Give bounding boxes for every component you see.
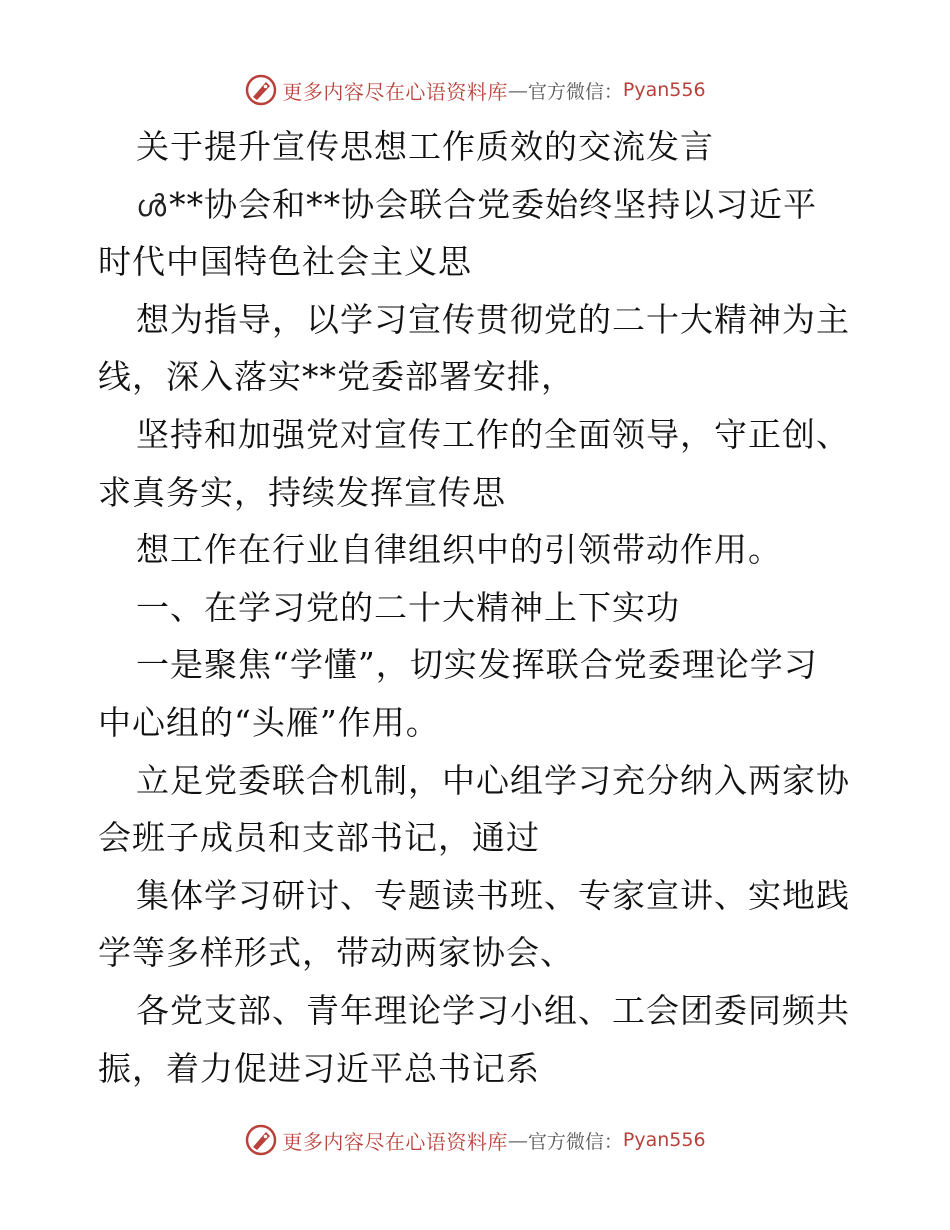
pen-nib-logo-icon: [244, 1123, 278, 1157]
paragraph-line: 各党支部、青年理论学习小组、工会团委同频共: [136, 990, 850, 1030]
banner-text: 更多内容尽在心语资料库: [282, 1129, 508, 1154]
paragraph-line: 想工作在行业自律组织中的引领带动作用。: [136, 530, 782, 570]
banner-text: 更多内容尽在心语资料库: [282, 79, 508, 104]
banner-wechat-id: Pyan556: [622, 1129, 706, 1151]
paragraph-line: 学等多样形式，带动两家协会、: [98, 933, 574, 973]
paragraph-line: 集体学习研讨、专题读书班、专家宣讲、实地践: [136, 875, 850, 915]
banner-wechat-id: Pyan556: [622, 79, 706, 101]
paragraph-line: 振，着力促进习近平总书记系: [98, 1048, 540, 1088]
banner-wechat-label: 官方微信：: [527, 1130, 623, 1153]
section-heading: 一、在学习党的二十大精神上下实功: [136, 587, 680, 627]
pen-nib-logo-icon: [244, 73, 278, 107]
paragraph-line: 会班子成员和支部书记，通过: [98, 818, 540, 858]
banner-dash: —: [507, 1128, 528, 1152]
document-title: 关于提升宣传思想工作质效的交流发言: [136, 127, 714, 166]
paragraph-line: 想为指导，以学习宣传贯彻党的二十大精神为主: [136, 299, 850, 339]
footer-watermark-banner: [0, 1120, 950, 1160]
document-body: [98, 118, 858, 1097]
banner-wechat-label: 官方微信：: [527, 80, 623, 103]
paragraph-line-text: **协会和**协会联合党委始终坚持以习近平: [169, 184, 818, 224]
paragraph-line: 求真务实，持续发挥宣传思: [98, 472, 506, 512]
paragraph-line: 立足党委联合机制，中心组学习充分纳入两家协: [136, 760, 850, 800]
paragraph-line: 坚持和加强党对宣传工作的全面领导，守正创、: [136, 414, 850, 454]
banner-dash: —: [507, 78, 528, 102]
paragraph-line: 中心组的“头雁”作用。: [98, 702, 440, 742]
paragraph-line: [98, 176, 858, 234]
paragraph-line: 时代中国特色社会主义思: [98, 242, 472, 282]
header-watermark-banner: [0, 70, 950, 110]
paragraph-line: 线，深入落实**党委部署安排，: [98, 357, 575, 397]
swirl-ornament-icon: ൾ: [136, 188, 168, 224]
paragraph-line: 一是聚焦“学懂”，切实发挥联合党委理论学习: [136, 645, 818, 685]
